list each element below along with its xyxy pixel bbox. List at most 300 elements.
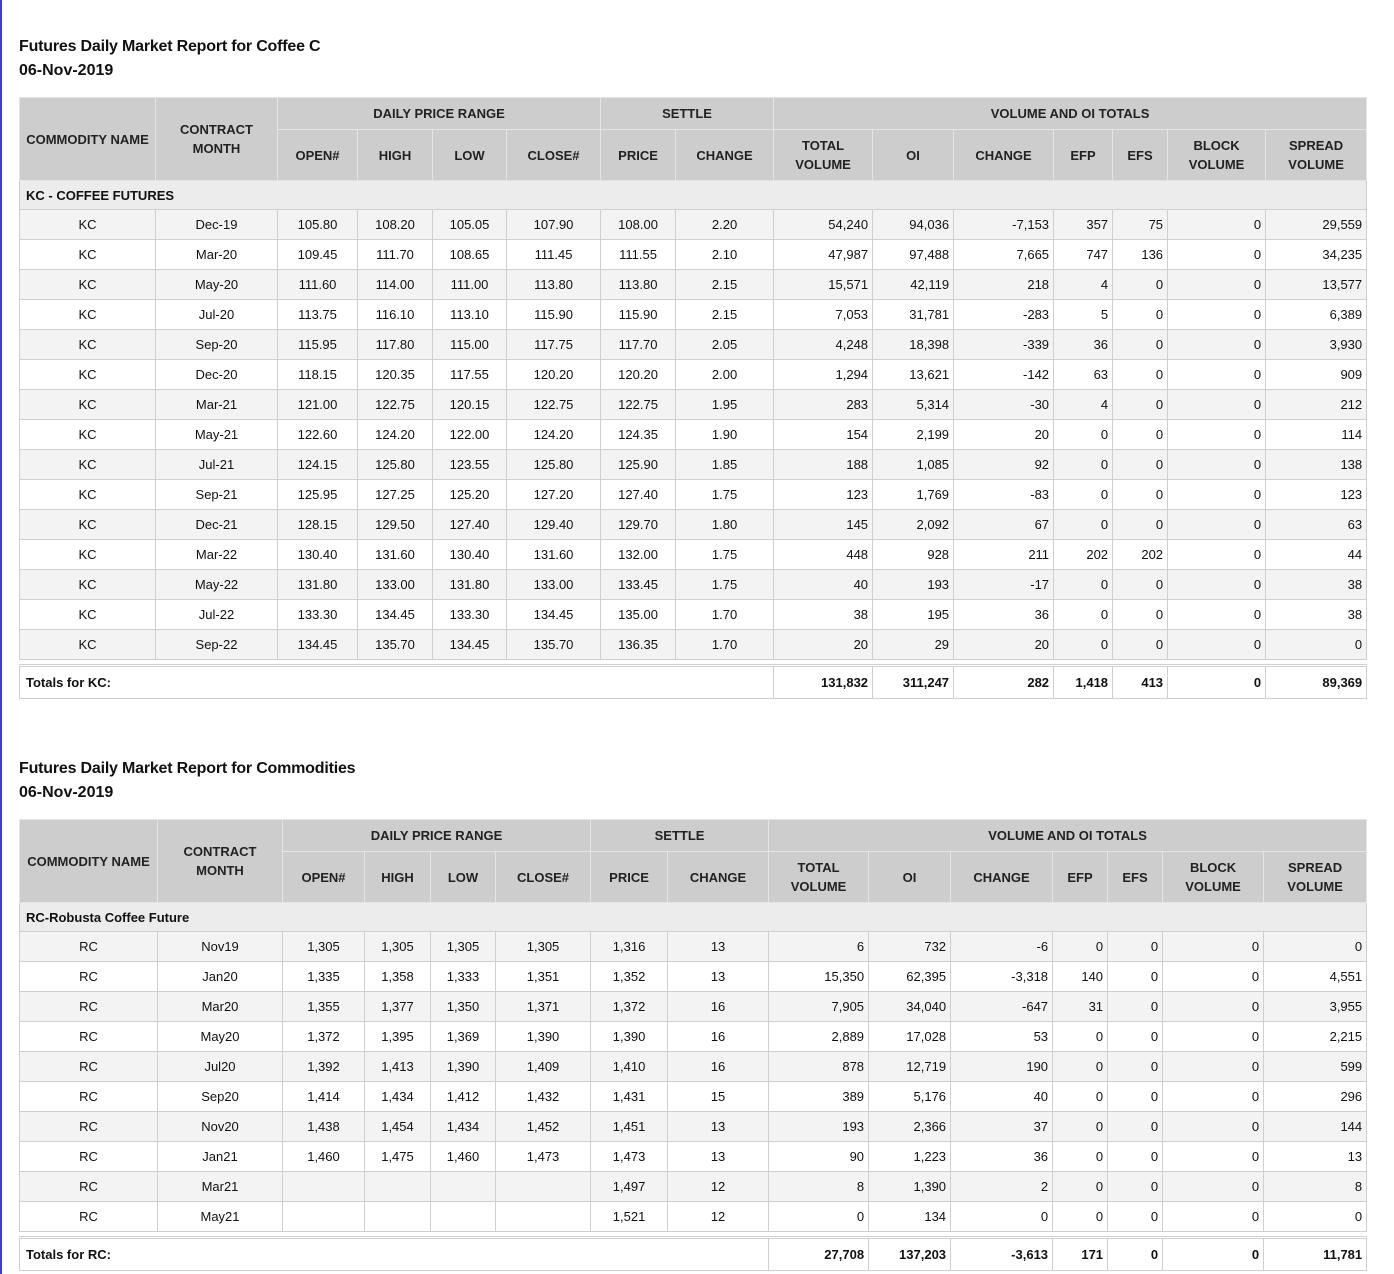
cell-spread-volume: 0: [1264, 932, 1367, 962]
cell-low: 123.55: [433, 450, 507, 480]
cell-spread-volume: 29,559: [1266, 210, 1367, 240]
cell-efs: 0: [1108, 1082, 1163, 1112]
cell-high: 133.00: [358, 570, 433, 600]
cell-oi: 732: [869, 932, 951, 962]
cell-settle-change: 12: [668, 1172, 769, 1202]
cell-contract-month: May-20: [156, 270, 278, 300]
header-commodity-name: COMMODITY NAME: [20, 820, 158, 903]
cell-total-volume: 1,294: [774, 360, 873, 390]
cell-efs: 0: [1108, 1022, 1163, 1052]
cell-oi: 1,085: [873, 450, 954, 480]
cell-block-volume: 0: [1168, 630, 1266, 660]
cell-commodity: KC: [20, 570, 156, 600]
table-row: [20, 992, 1367, 1022]
cell-efs: 0: [1113, 630, 1168, 660]
cell-settle-price: 124.35: [601, 420, 676, 450]
header-close: CLOSE#: [507, 130, 601, 181]
cell-open: 1,335: [283, 962, 365, 992]
cell-spread-volume: 212: [1266, 390, 1367, 420]
totals-row: [20, 666, 1367, 699]
cell-oi-change: -6: [951, 932, 1053, 962]
cell-high: 1,434: [365, 1082, 431, 1112]
cell-commodity: RC: [20, 962, 158, 992]
table-row: [20, 1172, 1367, 1202]
cell-close: 1,390: [496, 1022, 591, 1052]
cell-oi: 5,314: [873, 390, 954, 420]
cell-efs: 202: [1113, 540, 1168, 570]
cell-close: 107.90: [507, 210, 601, 240]
cell-oi: 2,092: [873, 510, 954, 540]
header-price: PRICE: [601, 130, 676, 181]
cell-open: 115.95: [278, 330, 358, 360]
cell-open: 133.30: [278, 600, 358, 630]
table-row: [20, 630, 1367, 660]
totals-efp: 171: [1053, 1238, 1108, 1271]
cell-efs: 0: [1113, 450, 1168, 480]
cell-open: 109.45: [278, 240, 358, 270]
table-row: [20, 300, 1367, 330]
cell-total-volume: 145: [774, 510, 873, 540]
cell-oi: 193: [873, 570, 954, 600]
header-contract-month: CONTRACT MONTH: [158, 820, 283, 903]
cell-open: 1,372: [283, 1022, 365, 1052]
cell-close: 135.70: [507, 630, 601, 660]
cell-high: 1,454: [365, 1112, 431, 1142]
cell-commodity: RC: [20, 1172, 158, 1202]
cell-high: 1,475: [365, 1142, 431, 1172]
cell-low: 105.05: [433, 210, 507, 240]
cell-commodity: KC: [20, 510, 156, 540]
cell-oi: 17,028: [869, 1022, 951, 1052]
cell-total-volume: 188: [774, 450, 873, 480]
cell-settle-price: 1,473: [591, 1142, 668, 1172]
cell-close: 122.75: [507, 390, 601, 420]
header-price: PRICE: [591, 852, 668, 903]
report-title: Futures Daily Market Report for Commodities: [19, 760, 356, 777]
cell-efs: 0: [1108, 1142, 1163, 1172]
cell-low: 122.00: [433, 420, 507, 450]
cell-efs: 0: [1113, 300, 1168, 330]
cell-contract-month: May21: [158, 1202, 283, 1232]
cell-commodity: KC: [20, 330, 156, 360]
header-commodity-name: COMMODITY NAME: [20, 98, 156, 181]
cell-oi-change: -3,318: [951, 962, 1053, 992]
cell-commodity: KC: [20, 630, 156, 660]
cell-settle-price: 115.90: [601, 300, 676, 330]
cell-commodity: KC: [20, 360, 156, 390]
cell-commodity: KC: [20, 300, 156, 330]
cell-open: 134.45: [278, 630, 358, 660]
cell-oi: 34,040: [869, 992, 951, 1022]
cell-commodity: KC: [20, 600, 156, 630]
cell-commodity: KC: [20, 540, 156, 570]
cell-settle-price: 129.70: [601, 510, 676, 540]
cell-oi: 2,366: [869, 1112, 951, 1142]
cell-open: 122.60: [278, 420, 358, 450]
cell-spread-volume: 8: [1264, 1172, 1367, 1202]
cell-settle-change: 2.15: [676, 300, 774, 330]
cell-low: 120.15: [433, 390, 507, 420]
cell-contract-month: Sep-22: [156, 630, 278, 660]
header-settle: SETTLE: [591, 820, 769, 852]
cell-settle-change: 2.00: [676, 360, 774, 390]
totals-oi: 137,203: [869, 1238, 951, 1271]
cell-contract-month: Dec-19: [156, 210, 278, 240]
cell-low: 134.45: [433, 630, 507, 660]
cell-commodity: KC: [20, 240, 156, 270]
cell-efs: 0: [1113, 510, 1168, 540]
cell-spread-volume: 63: [1266, 510, 1367, 540]
cell-open: 1,305: [283, 932, 365, 962]
cell-block-volume: 0: [1163, 1022, 1264, 1052]
totals-efs: 413: [1113, 666, 1168, 699]
cell-low: 1,305: [431, 932, 496, 962]
cell-commodity: RC: [20, 932, 158, 962]
cell-total-volume: 4,248: [774, 330, 873, 360]
cell-efp: 0: [1054, 510, 1113, 540]
cell-block-volume: 0: [1163, 1112, 1264, 1142]
cell-settle-price: 1,451: [591, 1112, 668, 1142]
cell-oi-change: 36: [951, 1142, 1053, 1172]
group-label: RC-Robusta Coffee Future: [20, 903, 1367, 932]
cell-close: 124.20: [507, 420, 601, 450]
cell-total-volume: 154: [774, 420, 873, 450]
cell-efp: 36: [1054, 330, 1113, 360]
cell-contract-month: Jul20: [158, 1052, 283, 1082]
cell-spread-volume: 13: [1264, 1142, 1367, 1172]
cell-efp: 0: [1053, 1142, 1108, 1172]
cell-oi-change: 20: [954, 630, 1054, 660]
cell-total-volume: 193: [769, 1112, 869, 1142]
cell-spread-volume: 599: [1264, 1052, 1367, 1082]
cell-open: 113.75: [278, 300, 358, 330]
cell-settle-price: 117.70: [601, 330, 676, 360]
cell-oi-change: -283: [954, 300, 1054, 330]
header-daily-price-range: DAILY PRICE RANGE: [278, 98, 601, 130]
cell-efp: 357: [1054, 210, 1113, 240]
cell-contract-month: Dec-20: [156, 360, 278, 390]
cell-total-volume: 40: [774, 570, 873, 600]
cell-settle-change: 1.85: [676, 450, 774, 480]
cell-efp: 0: [1054, 630, 1113, 660]
cell-oi-change: 218: [954, 270, 1054, 300]
cell-spread-volume: 4,551: [1264, 962, 1367, 992]
cell-commodity: RC: [20, 1022, 158, 1052]
cell-close: 113.80: [507, 270, 601, 300]
cell-efs: 136: [1113, 240, 1168, 270]
cell-block-volume: 0: [1163, 992, 1264, 1022]
totals-block-volume: 0: [1168, 666, 1266, 699]
cell-oi: 18,398: [873, 330, 954, 360]
cell-total-volume: 47,987: [774, 240, 873, 270]
cell-settle-change: 1.80: [676, 510, 774, 540]
cell-oi-change: 37: [951, 1112, 1053, 1142]
totals-change: 282: [954, 666, 1054, 699]
cell-settle-change: 1.75: [676, 480, 774, 510]
cell-oi: 31,781: [873, 300, 954, 330]
cell-high: 1,305: [365, 932, 431, 962]
header-efp: EFP: [1053, 852, 1108, 903]
cell-low: 127.40: [433, 510, 507, 540]
table-row: [20, 330, 1367, 360]
cell-commodity: RC: [20, 1082, 158, 1112]
cell-oi-change: -339: [954, 330, 1054, 360]
cell-total-volume: 2,889: [769, 1022, 869, 1052]
cell-block-volume: 0: [1163, 1052, 1264, 1082]
cell-oi: 94,036: [873, 210, 954, 240]
cell-contract-month: Jan20: [158, 962, 283, 992]
cell-settle-price: 133.45: [601, 570, 676, 600]
cell-block-volume: 0: [1168, 600, 1266, 630]
cell-settle-price: 108.00: [601, 210, 676, 240]
cell-open: 1,355: [283, 992, 365, 1022]
cell-low: 1,350: [431, 992, 496, 1022]
cell-settle-change: 2.05: [676, 330, 774, 360]
cell-settle-change: 2.10: [676, 240, 774, 270]
cell-efp: 0: [1053, 1052, 1108, 1082]
cell-settle-price: 122.75: [601, 390, 676, 420]
cell-efp: 0: [1053, 1112, 1108, 1142]
cell-settle-change: 15: [668, 1082, 769, 1112]
cell-low: [431, 1172, 496, 1202]
cell-efs: 0: [1108, 992, 1163, 1022]
cell-settle-price: 1,352: [591, 962, 668, 992]
cell-settle-price: 111.55: [601, 240, 676, 270]
header-settle: SETTLE: [601, 98, 774, 130]
table-row: [20, 1202, 1367, 1232]
cell-block-volume: 0: [1163, 962, 1264, 992]
cell-block-volume: 0: [1168, 360, 1266, 390]
cell-oi: 62,395: [869, 962, 951, 992]
header-oi: OI: [873, 130, 954, 181]
cell-efp: 5: [1054, 300, 1113, 330]
cell-block-volume: 0: [1168, 210, 1266, 240]
header-oi: OI: [869, 852, 951, 903]
table-row: [20, 962, 1367, 992]
cell-total-volume: 389: [769, 1082, 869, 1112]
table-row: [20, 240, 1367, 270]
cell-oi: 5,176: [869, 1082, 951, 1112]
cell-settle-change: 1.90: [676, 420, 774, 450]
table-row: [20, 570, 1367, 600]
cell-open: [283, 1172, 365, 1202]
cell-close: 133.00: [507, 570, 601, 600]
cell-low: 1,390: [431, 1052, 496, 1082]
cell-open: 128.15: [278, 510, 358, 540]
cell-close: 1,432: [496, 1082, 591, 1112]
cell-high: [365, 1202, 431, 1232]
cell-close: 115.90: [507, 300, 601, 330]
table-row: [20, 480, 1367, 510]
cell-spread-volume: 3,930: [1266, 330, 1367, 360]
cell-high: 1,358: [365, 962, 431, 992]
cell-settle-change: 2.20: [676, 210, 774, 240]
cell-close: 125.80: [507, 450, 601, 480]
cell-open: 125.95: [278, 480, 358, 510]
cell-total-volume: 7,905: [769, 992, 869, 1022]
cell-open: 105.80: [278, 210, 358, 240]
cell-oi-change: -142: [954, 360, 1054, 390]
cell-low: 130.40: [433, 540, 507, 570]
cell-contract-month: Jul-20: [156, 300, 278, 330]
totals-spread-volume: 11,781: [1264, 1238, 1367, 1271]
cell-efp: 63: [1054, 360, 1113, 390]
cell-total-volume: 7,053: [774, 300, 873, 330]
cell-block-volume: 0: [1168, 480, 1266, 510]
cell-settle-price: 113.80: [601, 270, 676, 300]
cell-oi: 13,621: [873, 360, 954, 390]
cell-open: 111.60: [278, 270, 358, 300]
cell-low: 125.20: [433, 480, 507, 510]
header-efs: EFS: [1113, 130, 1168, 181]
cell-efs: 0: [1113, 330, 1168, 360]
header-total-volume: TOTAL VOLUME: [774, 130, 873, 181]
cell-oi-change: -17: [954, 570, 1054, 600]
cell-commodity: RC: [20, 992, 158, 1022]
cell-spread-volume: 909: [1266, 360, 1367, 390]
cell-oi-change: 40: [951, 1082, 1053, 1112]
cell-settle-price: 125.90: [601, 450, 676, 480]
cell-settle-change: 13: [668, 962, 769, 992]
cell-commodity: KC: [20, 450, 156, 480]
cell-block-volume: 0: [1163, 1142, 1264, 1172]
cell-commodity: RC: [20, 1052, 158, 1082]
cell-commodity: RC: [20, 1112, 158, 1142]
cell-oi: 97,488: [873, 240, 954, 270]
header-contract-month: CONTRACT MONTH: [156, 98, 278, 181]
cell-high: 125.80: [358, 450, 433, 480]
cell-spread-volume: 0: [1266, 630, 1367, 660]
table-row: [20, 1112, 1367, 1142]
cell-total-volume: 8: [769, 1172, 869, 1202]
cell-high: 1,413: [365, 1052, 431, 1082]
report-commodities: [19, 757, 1366, 1271]
cell-efp: 31: [1053, 992, 1108, 1022]
cell-oi-change: 7,665: [954, 240, 1054, 270]
header-change: CHANGE: [676, 130, 774, 181]
report-date: 06-Nov-2019: [19, 62, 114, 79]
cell-total-volume: 6: [769, 932, 869, 962]
cell-oi: 195: [873, 600, 954, 630]
cell-block-volume: 0: [1168, 570, 1266, 600]
cell-oi-change: 53: [951, 1022, 1053, 1052]
header-spread-volume: SPREAD VOLUME: [1266, 130, 1367, 181]
header-oi-change: CHANGE: [954, 130, 1054, 181]
cell-settle-price: 135.00: [601, 600, 676, 630]
cell-high: 129.50: [358, 510, 433, 540]
cell-open: [283, 1202, 365, 1232]
cell-close: 111.45: [507, 240, 601, 270]
cell-high: [365, 1172, 431, 1202]
cell-settle-price: 1,316: [591, 932, 668, 962]
report-date: 06-Nov-2019: [19, 784, 114, 801]
totals-block-volume: 0: [1163, 1238, 1264, 1271]
cell-efp: 0: [1053, 1172, 1108, 1202]
cell-oi-change: 0: [951, 1202, 1053, 1232]
cell-close: [496, 1172, 591, 1202]
cell-oi-change: -7,153: [954, 210, 1054, 240]
cell-efp: 140: [1053, 962, 1108, 992]
header-spread-volume: SPREAD VOLUME: [1264, 852, 1367, 903]
cell-close: 1,452: [496, 1112, 591, 1142]
cell-oi-change: 20: [954, 420, 1054, 450]
cell-low: 111.00: [433, 270, 507, 300]
cell-oi: 134: [869, 1202, 951, 1232]
cell-efs: 0: [1108, 1172, 1163, 1202]
cell-open: 124.15: [278, 450, 358, 480]
cell-total-volume: 90: [769, 1142, 869, 1172]
cell-open: 1,392: [283, 1052, 365, 1082]
cell-efs: 0: [1108, 932, 1163, 962]
cell-close: 120.20: [507, 360, 601, 390]
cell-commodity: RC: [20, 1202, 158, 1232]
cell-spread-volume: 0: [1264, 1202, 1367, 1232]
cell-low: 113.10: [433, 300, 507, 330]
cell-contract-month: Nov19: [158, 932, 283, 962]
cell-close: 134.45: [507, 600, 601, 630]
header-volume-oi-totals: VOLUME AND OI TOTALS: [769, 820, 1367, 852]
cell-oi: 42,119: [873, 270, 954, 300]
cell-settle-change: 13: [668, 1142, 769, 1172]
cell-settle-change: 1.75: [676, 540, 774, 570]
cell-oi-change: 67: [954, 510, 1054, 540]
cell-block-volume: 0: [1163, 1082, 1264, 1112]
cell-efs: 0: [1108, 1112, 1163, 1142]
header-high: HIGH: [358, 130, 433, 181]
cell-efp: 0: [1054, 570, 1113, 600]
report-title: Futures Daily Market Report for Coffee C: [19, 38, 321, 55]
cell-spread-volume: 123: [1266, 480, 1367, 510]
cell-close: 129.40: [507, 510, 601, 540]
cell-spread-volume: 38: [1266, 570, 1367, 600]
cell-settle-change: 2.15: [676, 270, 774, 300]
cell-open: 130.40: [278, 540, 358, 570]
cell-contract-month: May-21: [156, 420, 278, 450]
group-label: KC - COFFEE FUTURES: [20, 181, 1367, 210]
cell-block-volume: 0: [1168, 330, 1266, 360]
cell-open: 1,460: [283, 1142, 365, 1172]
table-row: [20, 932, 1367, 962]
header-daily-price-range: DAILY PRICE RANGE: [283, 820, 591, 852]
cell-contract-month: Dec-21: [156, 510, 278, 540]
cell-contract-month: Jul-21: [156, 450, 278, 480]
cell-efp: 0: [1053, 1082, 1108, 1112]
totals-row: [20, 1238, 1367, 1271]
cell-low: 115.00: [433, 330, 507, 360]
table-row: [20, 1022, 1367, 1052]
header-oi-change: CHANGE: [951, 852, 1053, 903]
totals-total-volume: 27,708: [769, 1238, 869, 1271]
cell-high: 124.20: [358, 420, 433, 450]
totals-change: -3,613: [951, 1238, 1053, 1271]
cell-commodity: KC: [20, 270, 156, 300]
header-close: CLOSE#: [496, 852, 591, 903]
cell-settle-price: 1,390: [591, 1022, 668, 1052]
header-total-volume: TOTAL VOLUME: [769, 852, 869, 903]
cell-settle-price: 1,431: [591, 1082, 668, 1112]
cell-oi-change: 36: [954, 600, 1054, 630]
header-open: OPEN#: [283, 852, 365, 903]
cell-close: 1,305: [496, 932, 591, 962]
cell-efs: 0: [1108, 962, 1163, 992]
table-row: [20, 1082, 1367, 1112]
cell-low: 1,434: [431, 1112, 496, 1142]
cell-efp: 0: [1054, 450, 1113, 480]
cell-oi-change: 92: [954, 450, 1054, 480]
cell-settle-price: 1,521: [591, 1202, 668, 1232]
header-volume-oi-totals: VOLUME AND OI TOTALS: [774, 98, 1367, 130]
cell-efp: 0: [1053, 932, 1108, 962]
